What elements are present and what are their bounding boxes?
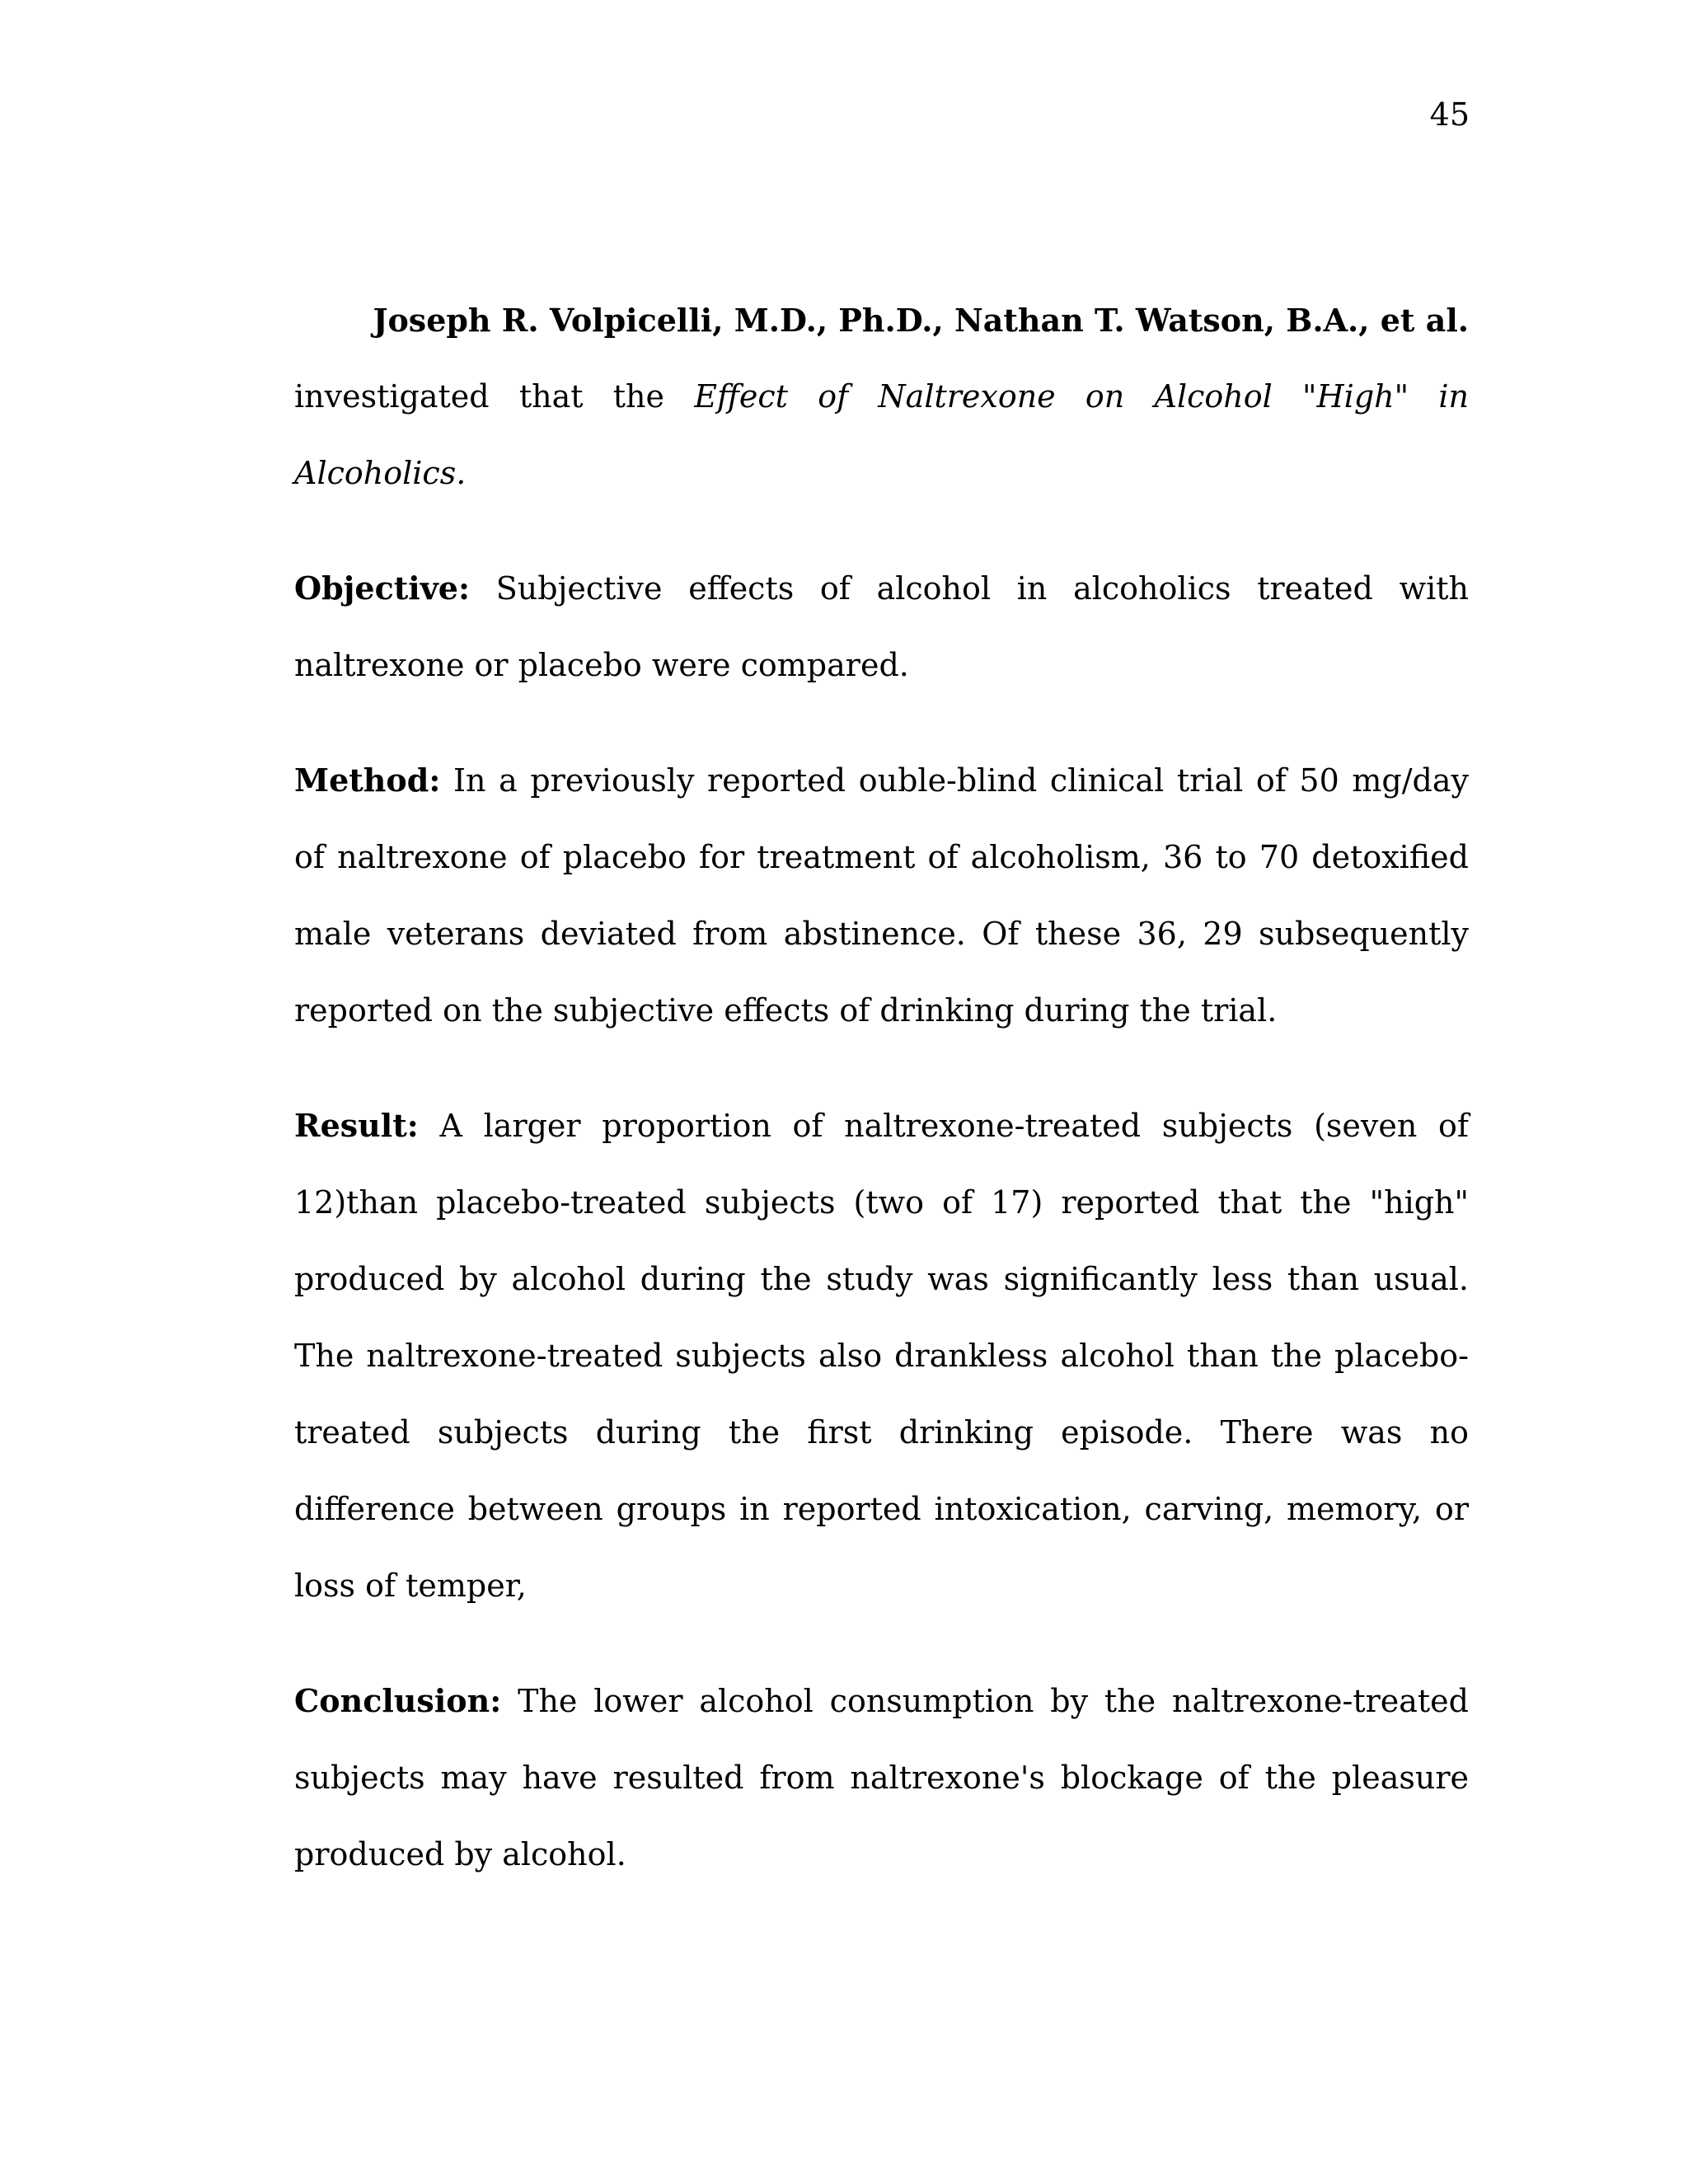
- method-text: In a previously reported ouble-blind clinical trial of 50 mg/day of naltrexone of placebo for treatment of alcoholism, 36 to 70 detoxified male veterans deviated from abstinence. Of these 36, 29 subsequently reported on the subjective effects of drinking during the trial.: [294, 762, 1469, 1029]
- study-title-line: [294, 359, 1469, 512]
- objective-label: Objective:: [294, 569, 471, 607]
- method-paragraph: [294, 742, 1469, 1049]
- intro-lead: investigated that the: [294, 378, 695, 415]
- result-paragraph: [294, 1087, 1469, 1624]
- page-number: 45: [1429, 96, 1470, 133]
- objective-text: Subjective effects of alcohol in alcoholics treated with naltrexone or placebo were compared.: [294, 570, 1469, 683]
- method-label: Method:: [294, 762, 441, 799]
- result-text: A larger proportion of naltrexone-treated subjects (seven of 12)than placebo-treated subjects (two of 17) reported that the "high" produced by alcohol during the study was significantly less than usual. The naltrexone-treated subjects also drankless alcohol than the placebo-treated subjects during the first drinking episode. There was no difference between groups in reported intoxication, carving, memory, or loss of temper,: [294, 1108, 1469, 1604]
- study-title: Effect of Naltrexone on Alcohol "High" in Alcoholics.: [294, 378, 1469, 491]
- objective-paragraph: [294, 550, 1469, 704]
- conclusion-text: The lower alcohol consumption by the naltrexone-treated subjects may have resulted from naltrexone's blockage of the pleasure produced by alcohol.: [294, 1683, 1469, 1872]
- conclusion-label: Conclusion:: [294, 1682, 502, 1719]
- conclusion-paragraph: [294, 1662, 1469, 1893]
- document-body: [294, 282, 1469, 1893]
- author-line: Joseph R. Volpicelli, M.D., Ph.D., Nathan T. Watson, B.A., et al.: [373, 302, 1469, 339]
- result-label: Result:: [294, 1107, 419, 1144]
